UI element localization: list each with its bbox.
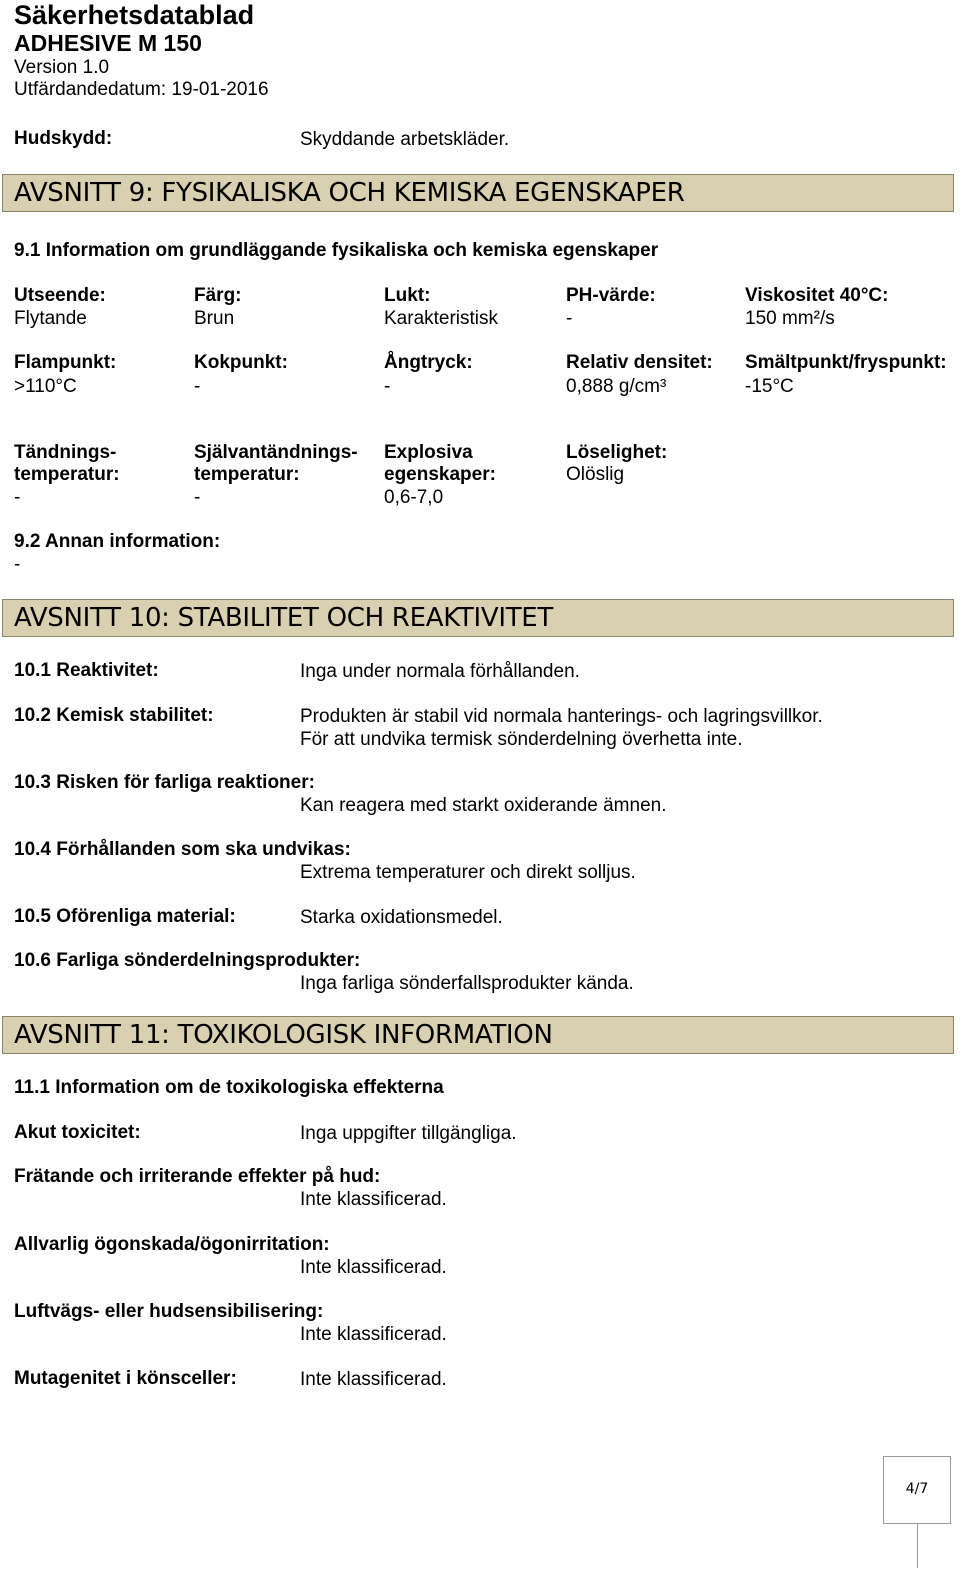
explosiva-label-2: egenskaper: — [384, 464, 496, 485]
explosiva-value: 0,6-7,0 — [384, 487, 444, 508]
page-number: 4/7 — [905, 1481, 929, 1497]
akut-toxicitet-value: Inga uppgifter tillgängliga. — [300, 1123, 517, 1144]
hud-effekter-label: Frätande och irriterande effekter på hud: — [14, 1166, 381, 1187]
tandningstemp-label-1: Tändnings- — [14, 442, 117, 463]
section-11-header — [2, 1016, 954, 1054]
farliga-reaktioner-label: 10.3 Risken för farliga reaktioner: — [14, 772, 315, 793]
section-11-title: AVSNITT 11: TOXIKOLOGISK INFORMATION — [14, 1020, 553, 1050]
ph-label: PH-värde: — [566, 285, 656, 306]
tandningstemp-label-2: temperatur: — [14, 464, 120, 485]
hud-effekter-value: Inte klassificerad. — [300, 1189, 447, 1210]
ph-value: - — [566, 308, 573, 329]
smaltpunkt-label: Smältpunkt/fryspunkt: — [745, 352, 947, 373]
hudskydd-value: Skyddande arbetskläder. — [300, 129, 510, 150]
viskositet-label: Viskositet 40°C: — [745, 285, 889, 306]
sjalvantandning-label-2: temperatur: — [194, 464, 300, 485]
loslighet-label: Löselighet: — [566, 442, 668, 463]
lukt-label: Lukt: — [384, 285, 431, 306]
mutagenitet-value: Inte klassificerad. — [300, 1369, 447, 1390]
lukt-value: Karakteristisk — [384, 308, 499, 329]
kemisk-stabilitet-line1: Produkten är stabil vid normala hanterings- och lagringsvillkor. — [300, 706, 823, 727]
product-name: ADHESIVE M 150 — [14, 30, 202, 56]
tandningstemp-value: - — [14, 487, 21, 508]
utseende-value: Flytande — [14, 308, 87, 329]
section-9-2-value: - — [14, 554, 21, 575]
section-9-title: AVSNITT 9: FYSIKALISKA OCH KEMISKA EGENSKAPER — [14, 178, 685, 208]
section-9-header — [2, 174, 954, 212]
loslighet-value: Olöslig — [566, 464, 625, 485]
sjalvantandning-value: - — [194, 487, 201, 508]
ogonskada-value: Inte klassificerad. — [300, 1257, 447, 1278]
reaktivitet-value: Inga under normala förhållanden. — [300, 661, 580, 682]
smaltpunkt-value: -15°C — [745, 376, 794, 397]
section-9-2-heading: 9.2 Annan information: — [14, 531, 221, 552]
relativ-densitet-value: 0,888 g/cm³ — [566, 376, 667, 397]
forhallanden-value: Extrema temperaturer och direkt solljus. — [300, 862, 636, 883]
page-divider-line — [917, 1524, 918, 1568]
page-number-box — [883, 1456, 951, 1524]
section-9-1-heading: 9.1 Information om grundläggande fysikaliska och kemiska egenskaper — [14, 240, 659, 261]
sensibilisering-label: Luftvägs- eller hudsensibilisering: — [14, 1301, 324, 1322]
angtryck-label: Ångtryck: — [384, 352, 473, 373]
oforenliga-value: Starka oxidationsmedel. — [300, 907, 503, 928]
reaktivitet-label: 10.1 Reaktivitet: — [14, 660, 159, 681]
utseende-label: Utseende: — [14, 285, 106, 306]
ogonskada-label: Allvarlig ögonskada/ögonirritation: — [14, 1234, 330, 1255]
version: Version 1.0 — [14, 57, 110, 78]
issue-date: Utfärdandedatum: 19-01-2016 — [14, 79, 269, 100]
sonderdelning-value: Inga farliga sönderfallsprodukter kända. — [300, 973, 634, 994]
akut-toxicitet-label: Akut toxicitet: — [14, 1122, 141, 1143]
section-10-header — [2, 599, 954, 637]
relativ-densitet-label: Relativ densitet: — [566, 352, 713, 373]
flampunkt-value: >110°C — [14, 376, 77, 397]
section-10-title: AVSNITT 10: STABILITET OCH REAKTIVITET — [14, 603, 554, 633]
section-11-1-heading: 11.1 Information om de toxikologiska effekterna — [14, 1077, 444, 1098]
kemisk-stabilitet-line2: För att undvika termisk sönderdelning överhetta inte. — [300, 729, 743, 750]
farg-value: Brun — [194, 308, 235, 329]
angtryck-value: - — [384, 376, 391, 397]
farliga-reaktioner-value: Kan reagera med starkt oxiderande ämnen. — [300, 795, 667, 816]
kemisk-stabilitet-label: 10.2 Kemisk stabilitet: — [14, 705, 214, 726]
mutagenitet-label: Mutagenitet i könsceller: — [14, 1368, 237, 1389]
sjalvantandning-label-1: Självantändnings- — [194, 442, 358, 463]
forhallanden-label: 10.4 Förhållanden som ska undvikas: — [14, 839, 351, 860]
kokpunkt-value: - — [194, 376, 201, 397]
flampunkt-label: Flampunkt: — [14, 352, 117, 373]
hudskydd-label: Hudskydd: — [14, 128, 113, 149]
kokpunkt-label: Kokpunkt: — [194, 352, 288, 373]
oforenliga-label: 10.5 Oförenliga material: — [14, 906, 236, 927]
explosiva-label-1: Explosiva — [384, 442, 473, 463]
sensibilisering-value: Inte klassificerad. — [300, 1324, 447, 1345]
viskositet-value: 150 mm²/s — [745, 308, 835, 329]
document-title: Säkerhetsdatablad — [14, 0, 255, 30]
farg-label: Färg: — [194, 285, 242, 306]
sonderdelning-label: 10.6 Farliga sönderdelningsprodukter: — [14, 950, 361, 971]
